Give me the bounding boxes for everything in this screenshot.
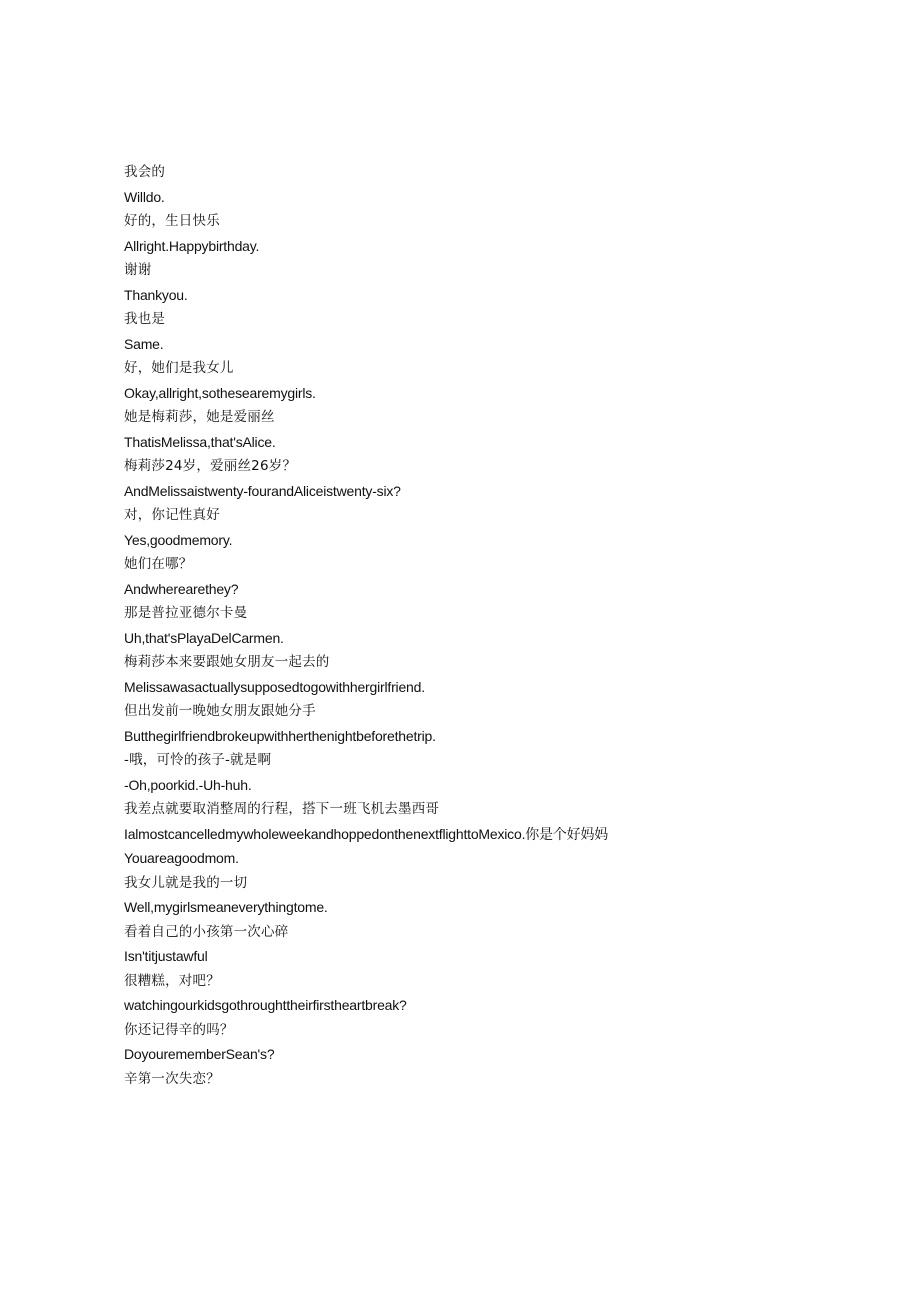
transcript-line-en: Same. bbox=[124, 335, 164, 352]
transcript-line-zh: 辛第一次失恋？ bbox=[124, 1070, 220, 1087]
transcript-line-en: Well,mygirlsmeaneverythingtome. bbox=[124, 899, 328, 915]
transcript-line-zh: 对，你记性真好 bbox=[124, 507, 220, 523]
transcript-line-en: Willdo. bbox=[124, 188, 165, 205]
transcript-line-zh: 看着自己的小孩第一次心碎 bbox=[124, 923, 289, 940]
transcript-line-en: Melissawasactuallysupposedtogowithhergirlfriend. bbox=[124, 678, 425, 695]
transcript-line-en: DoyourememberSean's? bbox=[124, 1046, 275, 1062]
transcript-line-zh: 我女儿就是我的一切 bbox=[124, 874, 248, 891]
transcript-line-zh: 但出发前一晚她女朋友跟她分手 bbox=[124, 703, 316, 719]
transcript-line-en: Uh,that'sPlayaDelCarmen. bbox=[124, 629, 284, 646]
transcript-line-zh: 好的，生日快乐 bbox=[124, 213, 220, 229]
transcript-line-zh: 谢谢 bbox=[124, 262, 152, 278]
transcript-line-zh: 你还记得辛的吗？ bbox=[124, 1021, 234, 1038]
transcript-line-en: IalmostcancelledmywholeweekandhoppedonthenextflighttoMexico.你是个好妈妈 bbox=[124, 825, 609, 842]
transcript-line-en: Youareagoodmom. bbox=[124, 850, 239, 866]
transcript-line-en: -Oh,poorkid.-Uh-huh. bbox=[124, 776, 252, 793]
transcript-line-zh: 她是梅莉莎，她是爱丽丝 bbox=[124, 409, 275, 425]
transcript-line-en: ThatisMelissa,that'sAlice. bbox=[124, 433, 276, 450]
transcript-line-zh: 好，她们是我女儿 bbox=[124, 360, 234, 376]
transcript-line-zh: 梅莉莎本来要跟她女朋友一起去的 bbox=[124, 654, 330, 670]
transcript-line-en: AndMelissaistwenty-fourandAliceistwenty-six? bbox=[124, 482, 401, 499]
transcript-line-zh: -哦，可怜的孩子-就是啊 bbox=[124, 752, 272, 768]
transcript-line-en: watchingourkidsgothroughttheirfirstheartbreak? bbox=[124, 997, 407, 1013]
transcript-line-zh: 很糟糕，对吧？ bbox=[124, 972, 220, 989]
transcript-line-en: Butthegirlfriendbrokeupwithherthenightbeforethetrip. bbox=[124, 727, 436, 744]
transcript-line-en: Allright.Happybirthday. bbox=[124, 237, 260, 254]
transcript-line-en: Yes,goodmemory. bbox=[124, 531, 233, 548]
transcript-line-zh: 我差点就要取消整周的行程，搭下一班飞机去墨西哥 bbox=[124, 801, 440, 817]
transcript-line-zh: 那是普拉亚德尔卡曼 bbox=[124, 605, 248, 621]
transcript-line-en: Okay,allright,sothesearemygirls. bbox=[124, 384, 316, 401]
transcript-line-en: Thankyou. bbox=[124, 286, 188, 303]
transcript-line-zh: 她们在哪？ bbox=[124, 556, 193, 572]
subtitle-transcript bbox=[124, 160, 884, 1091]
transcript-line-en: Andwherearethey? bbox=[124, 580, 239, 597]
transcript-line-zh: 梅莉莎24岁，爱丽丝26岁？ bbox=[124, 458, 297, 474]
transcript-line-en: Isn'titjustawful bbox=[124, 948, 208, 964]
transcript-line-zh: 我会的 bbox=[124, 164, 166, 180]
transcript-line-zh: 我也是 bbox=[124, 311, 166, 327]
